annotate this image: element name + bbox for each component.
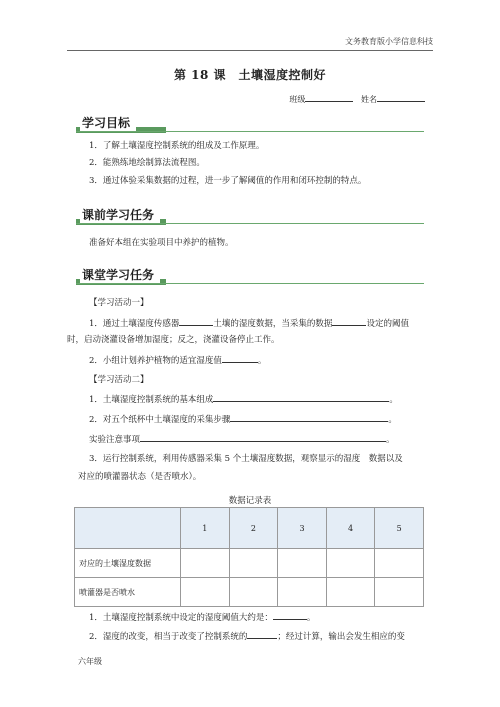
question-2 xyxy=(67,629,433,643)
activity2-item1 xyxy=(67,392,433,406)
table-header-cell xyxy=(75,508,181,549)
period: 。 xyxy=(306,613,316,623)
table-header-cell: 4 xyxy=(326,508,375,549)
table-header-cell: 2 xyxy=(229,508,278,549)
period: 。 xyxy=(388,415,397,425)
activity2-item2 xyxy=(67,412,433,426)
table-cell[interactable] xyxy=(229,578,278,607)
fill-blank xyxy=(213,392,389,402)
a1-text-a: 1．通过土壤湿度传感器 xyxy=(89,319,180,329)
row-label: 喷灌器是否喷水 xyxy=(75,578,181,607)
class-blank xyxy=(305,92,353,102)
table-cell[interactable] xyxy=(181,549,230,578)
fill-blank xyxy=(273,610,307,620)
class-label: 班级 xyxy=(289,95,306,104)
fill-blank xyxy=(222,353,258,363)
goals-heading: 学习目标 xyxy=(80,114,136,132)
pre-heading: 课前学习任务 xyxy=(80,206,160,224)
class-rule xyxy=(76,283,424,284)
table-row xyxy=(75,578,424,607)
table-caption: 数据记录表 xyxy=(228,496,272,506)
activity1-label: 【学习活动一】 xyxy=(89,298,149,308)
name-blank xyxy=(377,92,425,102)
a2-item1-text: 1．土壤湿度控制系统的基本组成 xyxy=(89,395,214,405)
q1-text: 1．土壤湿度控制系统中设定的湿度阈值大约是： xyxy=(89,613,273,623)
goal-item: 1．了解土壤湿度控制系统的组成及工作原理。 xyxy=(89,141,265,151)
lesson-title: 第 18 课 土壤湿度控制好 xyxy=(173,68,327,82)
goal-item: 3．通过体验采集数据的过程，进一步了解阈值的作用和闭环控制的特点。 xyxy=(89,176,367,186)
activity2-label: 【学习活动二】 xyxy=(89,375,149,385)
table-row xyxy=(75,549,424,578)
data-record-table xyxy=(74,507,424,607)
question-1 xyxy=(67,610,433,624)
table-cell[interactable] xyxy=(375,549,424,578)
table-header-cell: 3 xyxy=(278,508,327,549)
table-cell[interactable] xyxy=(278,549,327,578)
activity1-item2 xyxy=(67,353,433,367)
table-cell[interactable] xyxy=(229,549,278,578)
period: 。 xyxy=(386,435,395,445)
goal-item: 2．能熟练地绘制算法流程图。 xyxy=(89,158,205,168)
fill-blank xyxy=(230,412,388,422)
a1-text-c: 设定的阈值 xyxy=(366,319,409,329)
activity2-item3: 3．运行控制系统，利用传感器采集 5 个土壤湿度数据，观察显示的湿度 数据以及 xyxy=(89,454,403,464)
period: 。 xyxy=(389,395,398,405)
table-cell[interactable] xyxy=(375,578,424,607)
activity1-item1 xyxy=(67,316,433,330)
row-label: 对应的土壤湿度数据 xyxy=(75,549,181,578)
fill-blank xyxy=(247,629,277,639)
table-cell[interactable] xyxy=(278,578,327,607)
activity2-note xyxy=(67,432,433,446)
fill-blank xyxy=(179,316,213,326)
publisher-header: 文务教育版小学信息科技 xyxy=(345,37,433,46)
fill-blank xyxy=(140,432,386,442)
pre-text: 准备好本组在实验项目中养护的植物。 xyxy=(89,238,234,248)
activity1-item1-cont: 时，启动浇灌设备增加湿度；反之，浇灌设备停止工作。 xyxy=(67,335,280,345)
a1-item2-text: 2．小组计划养护植物的适宜湿度值 xyxy=(89,356,222,366)
q2-text-b: ；经过计算，输出会发生相应的变 xyxy=(277,632,405,642)
header-rule xyxy=(67,50,433,51)
class-name-line xyxy=(289,92,425,105)
a2-item2-text: 2．对五个纸杯中土壤湿度的采集步骤 xyxy=(89,415,231,425)
activity2-item3-cont: 对应的喷灌器状态（是否喷水）。 xyxy=(78,472,202,482)
class-heading: 课堂学习任务 xyxy=(80,266,160,284)
pre-rule xyxy=(76,223,424,224)
table-cell[interactable] xyxy=(326,578,375,607)
goals-rule xyxy=(76,131,424,132)
table-cell[interactable] xyxy=(181,578,230,607)
name-label: 姓名 xyxy=(361,95,377,104)
table-header-cell: 5 xyxy=(375,508,424,549)
period: 。 xyxy=(257,356,267,366)
a2-note-text: 实验注意事项 xyxy=(89,435,141,445)
fill-blank xyxy=(332,316,366,326)
a1-text-b: 土壤的湿度数据，当采集的数据 xyxy=(213,319,333,329)
grade-footer: 六年级 xyxy=(78,657,102,666)
table-cell[interactable] xyxy=(326,549,375,578)
q2-text-a: 2．湿度的改变，相当于改变了控制系统的 xyxy=(89,632,248,642)
table-header-row xyxy=(75,508,424,549)
table-header-cell: 1 xyxy=(181,508,230,549)
